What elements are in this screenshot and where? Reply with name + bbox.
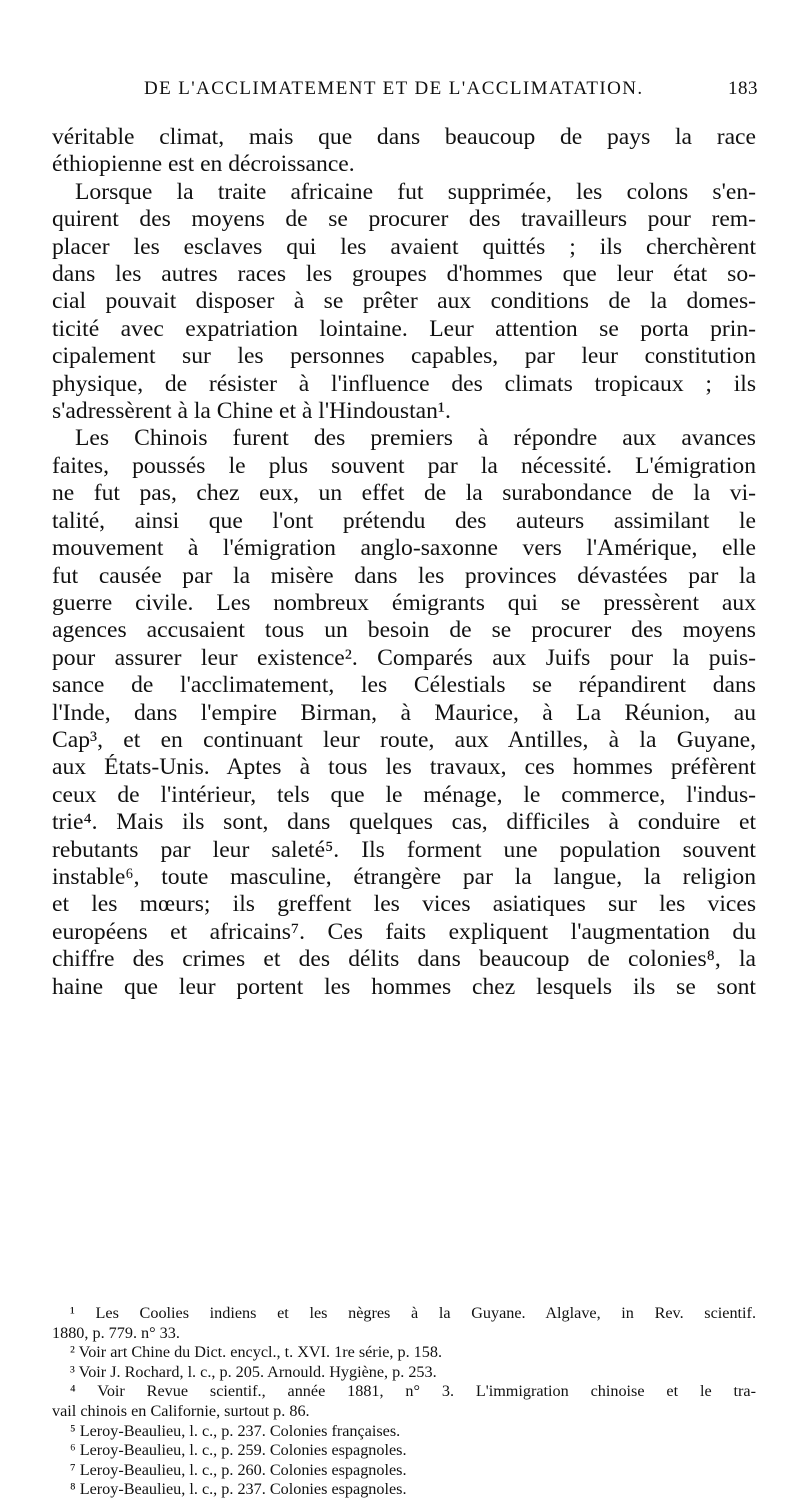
body-line: quirent des moyens de se procurer des travailleurs pour rem-	[52, 206, 756, 233]
body-line: et les mœurs; ils greffent les vices asiatiques sur les vices	[52, 891, 756, 918]
footnote-line: ⁶ Leroy-Beaulieu, l. c., p. 259. Colonies espagnoles.	[70, 1441, 407, 1460]
body-line: dans les autres races les groupes d'hommes que leur état so-	[52, 261, 756, 288]
body-line: véritable climat, mais que dans beaucoup de pays la race	[52, 124, 756, 150]
body-line: ticité avec expatriation lointaine. Leur attention se porta prin-	[52, 315, 756, 342]
footnote-line: ³ Voir J. Rochard, l. c., p. 205. Arnould. Hygiène, p. 253.	[70, 1362, 437, 1381]
body-line: trie⁴. Mais ils sont, dans quelques cas, difficiles à conduire et	[52, 809, 756, 836]
body-line: instable⁶, toute masculine, étrangère par la langue, la religion	[52, 863, 756, 890]
footnote-line: vail chinois en Californie, surtout p. 86.	[52, 1401, 310, 1420]
body-line: placer les esclaves qui les avaient quittés ; ils cherchèrent	[52, 233, 756, 260]
body-line: cial pouvait disposer à se prêter aux conditions de la domes-	[52, 288, 756, 315]
body-line: s'adressèrent à la Chine et à l'Hindoustan¹.	[52, 398, 451, 425]
body-line: talité, ainsi que l'ont prétendu des auteurs assimilant le	[52, 507, 756, 534]
body-line: l'Inde, dans l'empire Birman, à Maurice, à La Réunion, au	[52, 699, 756, 726]
footnote-line: ⁴ Voir Revue scientif., année 1881, n° 3. L'immigration chinoise et le tra-	[70, 1382, 756, 1401]
body-line: européens et africains⁷. Ces faits expliquent l'augmentation du	[52, 918, 756, 945]
body-line: agences accusaient tous un besoin de se procurer des moyens	[52, 617, 756, 644]
page-header	[144, 78, 758, 100]
running-title: DE L'ACCLIMATEMENT ET DE L'ACCLIMATATION.	[144, 78, 644, 99]
body-line: faites, poussés le plus souvent par la nécessité. L'émigration	[52, 452, 756, 479]
body-line: cipalement sur les personnes capables, par leur constitution	[52, 343, 756, 370]
body-line: chiffre des crimes et des délits dans beaucoup de colonies⁸, la	[52, 946, 756, 973]
body-line: pour assurer leur existence². Comparés aux Juifs pour la puis-	[52, 644, 756, 671]
body-text	[52, 124, 756, 1001]
footnote-line: ⁸ Leroy-Beaulieu, l. c., p. 237. Colonies espagnoles.	[70, 1480, 407, 1499]
body-line: physique, de résister à l'influence des climats tropicaux ; ils	[52, 370, 756, 397]
footnote-line: ¹ Les Coolies indiens et les nègres à la Guyane. Alglave, in Rev. scientif.	[70, 1304, 756, 1322]
footnote-line: ⁷ Leroy-Beaulieu, l. c., p. 260. Colonies espagnoles.	[70, 1460, 407, 1479]
body-line: Les Chinois furent des premiers à répondre aux avances	[75, 425, 756, 452]
body-line: mouvement à l'émigration anglo-saxonne vers l'Amérique, elle	[52, 535, 756, 562]
body-line: haine que leur portent les hommes chez lesquels ils se sont	[52, 973, 756, 1000]
body-line: rebutants par leur saleté⁵. Ils forment une population souvent	[52, 836, 756, 863]
body-line: sance de l'acclimatement, les Célestials se répandirent dans	[52, 672, 756, 699]
page-number: 183	[728, 78, 758, 99]
body-line: ceux de l'intérieur, tels que le ménage, le commerce, l'indus-	[52, 781, 756, 808]
body-line: Lorsque la traite africaine fut supprimée, les colons s'en-	[75, 178, 756, 205]
body-line: guerre civile. Les nombreux émigrants qui se pressèrent aux	[52, 589, 756, 616]
body-line: ne fut pas, chez eux, un effet de la surabondance de la vi-	[52, 480, 756, 507]
footnotes	[52, 1304, 756, 1500]
body-line: fut causée par la misère dans les provinces dévastées par la	[52, 562, 756, 589]
body-line: aux États-Unis. Aptes à tous les travaux, ces hommes préfèrent	[52, 754, 756, 781]
body-line: éthiopienne est en décroissance.	[52, 151, 355, 178]
body-line: Cap³, et en continuant leur route, aux Antilles, à la Guyane,	[52, 726, 756, 753]
footnote-line: 1880, p. 779. n° 33.	[52, 1323, 180, 1342]
footnote-line: ⁵ Leroy-Beaulieu, l. c., p. 237. Colonies françaises.	[70, 1421, 401, 1440]
footnote-line: ² Voir art Chine du Dict. encycl., t. XVI. 1re série, p. 158.	[70, 1343, 442, 1362]
